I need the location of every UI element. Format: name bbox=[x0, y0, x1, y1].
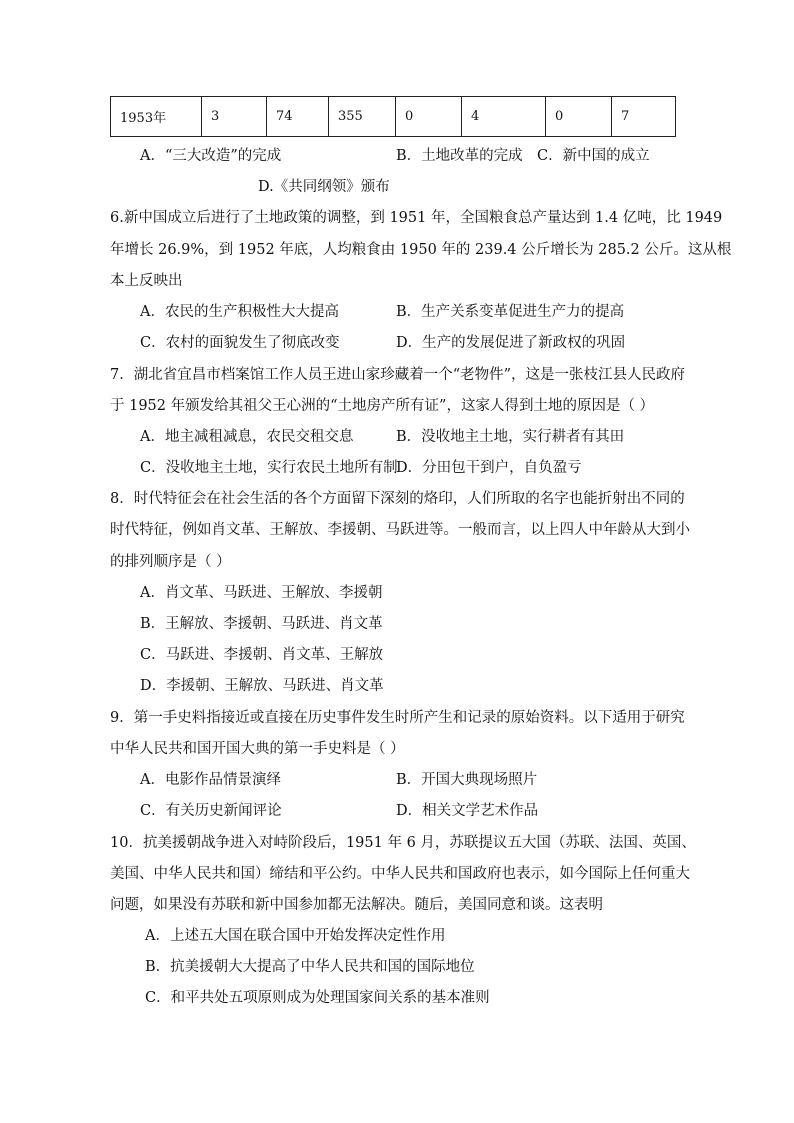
table-cell-year: 1953年 bbox=[111, 97, 202, 137]
q7-option-c: C．没收地主土地，实行农民土地所有制 bbox=[140, 460, 398, 476]
q5-option-c: C．新中国的成立 bbox=[537, 148, 650, 164]
q8-stem-line: 时代特征，例如肖文革、王解放、李援朝、马跃进等。一般而言，以上四人中年龄从大到小 bbox=[110, 522, 690, 538]
data-table bbox=[110, 96, 676, 137]
q10-option-a: A．上述五大国在联合国中开始发挥决定性作用 bbox=[145, 928, 446, 944]
q9-stem-line: 中华人民共和国开国大典的第一手史料是（ ） bbox=[110, 741, 405, 757]
q10-stem-line: 10．抗美援朝战争进入对峙阶段后，1951 年 6 月，苏联提议五大国（苏联、法国、英国、 bbox=[110, 835, 696, 851]
q6-option-a: A．农民的生产积极性大大提高 bbox=[140, 304, 339, 320]
q9-stem-line: 9．第一手史料指接近或直接在历史事件发生时所产生和记录的原始资料。以下适用于研究 bbox=[110, 710, 685, 726]
q8-option-b: B．王解放、李援朝、马跃进、肖文革 bbox=[140, 616, 383, 632]
q8-option-a: A．肖文革、马跃进、王解放、李援朝 bbox=[140, 585, 383, 601]
q5-option-d: D.《共同纲领》颁布 bbox=[258, 179, 390, 195]
q9-option-a: A．电影作品情景演绎 bbox=[140, 772, 281, 788]
table-cell: 0 bbox=[396, 97, 462, 137]
table-cell: 355 bbox=[329, 97, 396, 137]
q9-option-d: D．相关文学艺术作品 bbox=[396, 803, 539, 819]
table-cell: 7 bbox=[612, 97, 676, 137]
q7-stem-line: 于 1952 年颁发给其祖父王心洲的“土地房产所有证”，这家人得到土地的原因是（ ） bbox=[110, 398, 655, 414]
q10-option-b: B．抗美援朝大大提高了中华人民共和国的国际地位 bbox=[145, 959, 475, 975]
table-cell: 0 bbox=[546, 97, 612, 137]
q7-stem-line: 7．湖北省宜昌市档案馆工作人员王进山家珍藏着一个“老物件”，这是一张枝江县人民政府 bbox=[110, 367, 686, 383]
q6-option-b: B．生产关系变革促进生产力的提高 bbox=[396, 304, 625, 320]
q6-stem-line: 6.新中国成立后进行了土地政策的调整，到 1951 年，全国粮食总产量达到 1.4 亿吨，比 1949 bbox=[110, 210, 723, 226]
q7-option-a: A．地主减租减息，农民交租交息 bbox=[140, 429, 354, 445]
table-cell: 74 bbox=[267, 97, 329, 137]
table-cell: 3 bbox=[202, 97, 267, 137]
q8-option-d: D．李援朝、王解放、马跃进、肖文革 bbox=[140, 678, 384, 694]
q6-stem-line: 本上反映出 bbox=[110, 273, 183, 289]
q7-option-d: D．分田包干到户，自负盈亏 bbox=[396, 460, 582, 476]
q9-option-c: C．有关历史新闻评论 bbox=[140, 803, 282, 819]
q8-stem-line: 8．时代特征会在社会生活的各个方面留下深刻的烙印，人们所取的名字也能折射出不同的 bbox=[110, 491, 685, 507]
q10-stem-line: 美国、中华人民共和国）缔结和平公约。中华人民共和国政府也表示，如今国际上任何重大 bbox=[110, 866, 690, 882]
q9-option-b: B．开国大典现场照片 bbox=[396, 772, 538, 788]
q10-option-c: C．和平共处五项原则成为处理国家间关系的基本准则 bbox=[145, 990, 490, 1006]
table-cell: 4 bbox=[462, 97, 546, 137]
table-row bbox=[111, 97, 676, 137]
q5-option-a: A．“三大改造”的完成 bbox=[140, 148, 282, 164]
q8-option-c: C．马跃进、李援朝、肖文革、王解放 bbox=[140, 647, 384, 663]
q6-option-c: C．农村的面貌发生了彻底改变 bbox=[140, 335, 340, 351]
q8-stem-line: 的排列顺序是（ ） bbox=[110, 554, 231, 570]
q10-stem-line: 问题，如果没有苏联和新中国参加都无法解决。随后，美国同意和谈。这表明 bbox=[110, 897, 603, 913]
q5-option-b: B．土地改革的完成 bbox=[396, 148, 523, 164]
q7-option-b: B．没收地主土地，实行耕者有其田 bbox=[396, 429, 625, 445]
q6-option-d: D．生产的发展促进了新政权的巩固 bbox=[396, 335, 626, 351]
q6-stem-line: 年增长 26.9%，到 1952 年底，人均粮食由 1950 年的 239.4 公斤增长为 285.2 公斤。这从根 bbox=[110, 242, 732, 258]
